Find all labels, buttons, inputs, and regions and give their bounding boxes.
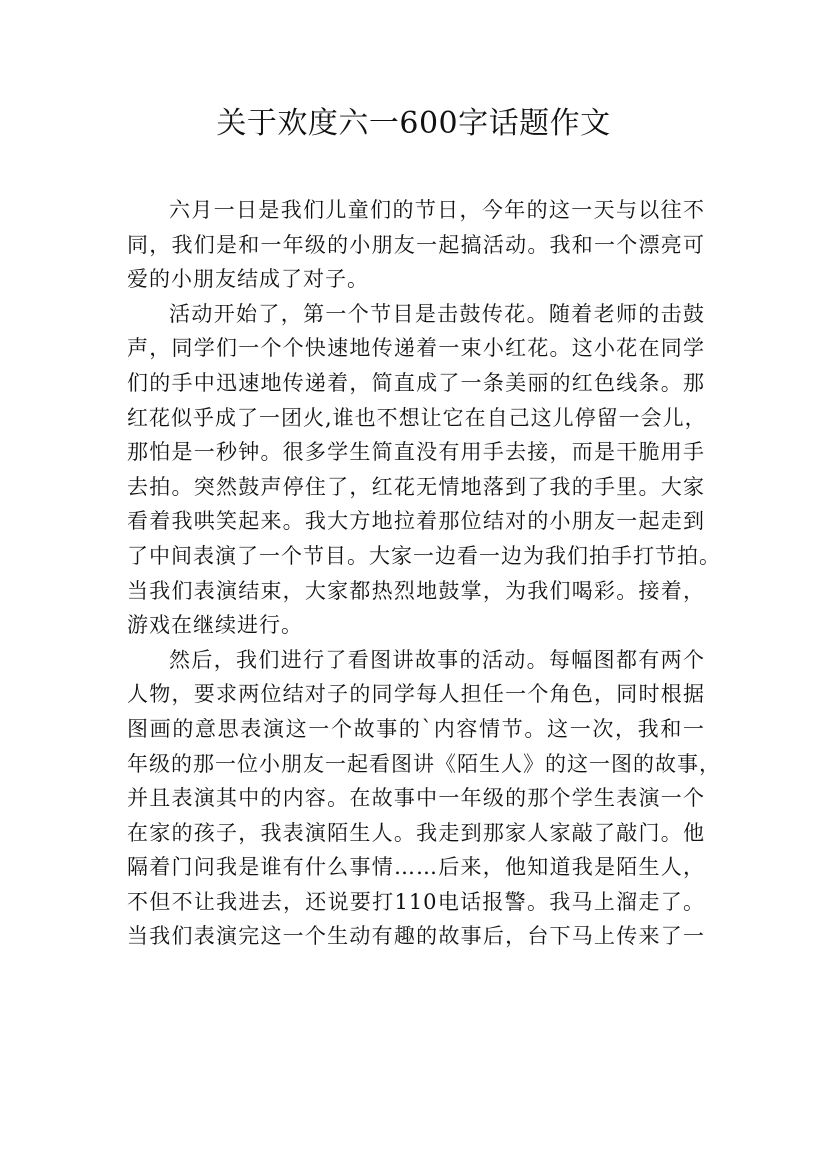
text-line: 然后，我们进行了看图讲故事的活动。每幅图都有两个 xyxy=(169,647,705,672)
text-line: 并且表演其中的内容。在故事中一年级的那个学生表演一个 xyxy=(127,786,705,811)
text-line: 图画的意思表演这一个故事的`内容情节。这一次，我和一 xyxy=(127,716,705,741)
text-line: 不但不让我进去，还说要打110电话报警。我马上溜走了。 xyxy=(127,889,705,914)
text-line: 同，我们是和一年级的小朋友一起搞活动。我和一个漂亮可 xyxy=(127,232,705,257)
text-line: 去拍。突然鼓声停住了，红花无情地落到了我的手里。大家 xyxy=(127,474,705,499)
text-line: 游戏在继续进行。 xyxy=(127,613,303,638)
text-line: 了中间表演了一个节目。大家一边看一边为我们拍手打节拍。 xyxy=(127,543,721,568)
text-line: 当我们表演结束，大家都热烈地鼓掌，为我们喝彩。接着， xyxy=(127,578,705,603)
text-line: 人物，要求两位结对子的同学每人担任一个角色，同时根据 xyxy=(127,682,705,707)
text-line: 六月一日是我们儿童们的节日，今年的这一天与以往不 xyxy=(169,198,705,222)
text-line: 们的手中迅速地传递着，简直成了一条美丽的红色线条。那 xyxy=(127,370,705,395)
text-line: 在家的孩子，我表演陌生人。我走到那家人家敲了敲门。他 xyxy=(127,820,705,845)
text-line: 当我们表演完这一个生动有趣的故事后，台下马上传来了一 xyxy=(127,924,705,949)
text-line: 看着我哄笑起来。我大方地拉着那位结对的小朋友一起走到 xyxy=(127,509,705,534)
text-line: 爱的小朋友结成了对子。 xyxy=(127,267,369,292)
text-line: 那怕是一秒钟。很多学生简直没有用手去接，而是干脆用手 xyxy=(127,440,705,465)
text-line: 隔着门问我是谁有什么事情……后来，他知道我是陌生人， xyxy=(127,855,705,880)
document-body xyxy=(127,193,721,954)
text-line: 声，同学们一个个快速地传递着一束小红花。这小花在同学 xyxy=(127,336,705,361)
text-line: 活动开始了，第一个节目是击鼓传花。随着老师的击鼓 xyxy=(169,301,705,326)
text-line: 年级的那一位小朋友一起看图讲《陌生人》的这一图的故事， xyxy=(127,751,721,776)
document-title: 关于欢度六一600字话题作文 xyxy=(216,106,611,141)
text-line: 红花似乎成了一团火,谁也不想让它在自己这儿停留一会儿， xyxy=(127,405,707,430)
